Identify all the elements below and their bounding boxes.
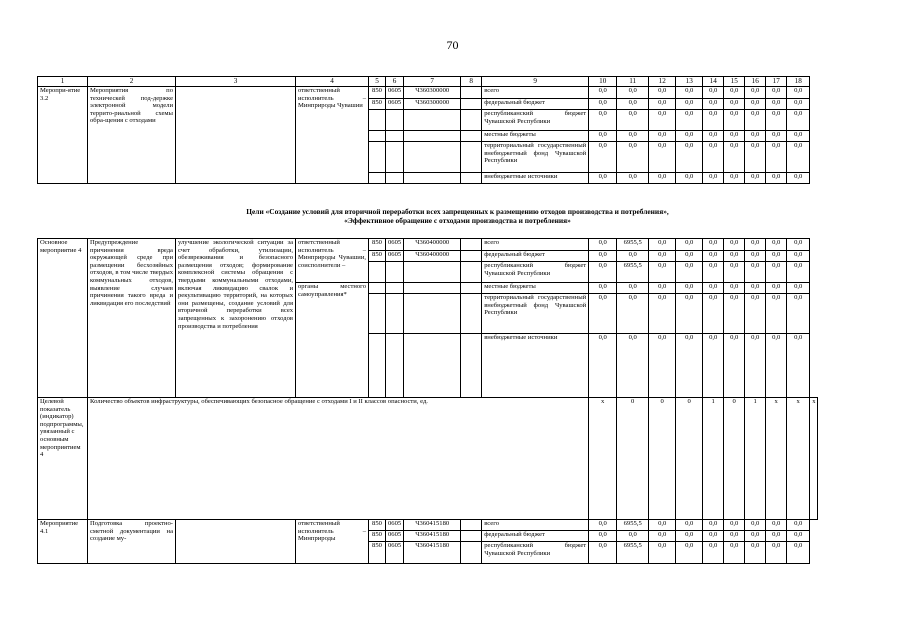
value-year-5: 0,0	[703, 251, 724, 262]
value-year-4: 0,0	[676, 251, 703, 262]
value-year-2: 0,0	[617, 531, 649, 542]
value-year-2: 6955,5	[617, 239, 649, 251]
value-year-3: 0,0	[649, 173, 676, 184]
column-number-1: 1	[38, 77, 88, 87]
value-year-9: 0,0	[787, 239, 810, 251]
value-year-5: 0,0	[703, 110, 724, 131]
value-year-5: 0,0	[703, 542, 724, 564]
value-year-3: 0,0	[649, 99, 676, 110]
value-year-8: 0,0	[766, 99, 787, 110]
section-code	[386, 142, 404, 173]
value-year-7: 0,0	[745, 87, 766, 99]
budget-table-bottom	[37, 238, 818, 564]
grbs-code: 850	[369, 87, 386, 99]
value-year-2: 0,0	[617, 251, 649, 262]
value-year-4: 0,0	[676, 87, 703, 99]
value-year-8: 0,0	[766, 110, 787, 131]
target-article-code: Ч360415180	[404, 520, 461, 531]
target-article-code: Ч360415180	[404, 542, 461, 564]
target-article-code	[404, 334, 461, 398]
expense-group-code	[461, 531, 482, 542]
value-year-7: 0,0	[745, 131, 766, 142]
column-number-row	[38, 77, 810, 87]
section-code: 0605	[386, 531, 404, 542]
expense-group-code	[461, 262, 482, 283]
value-year-3: 0,0	[649, 334, 676, 398]
value-year-4: 0,0	[676, 173, 703, 184]
funding-source: республиканский бюджет Чувашской Республики	[482, 542, 589, 564]
grbs-code	[369, 131, 386, 142]
value-year-2: 0,0	[617, 334, 649, 398]
funding-source: местные бюджеты	[482, 131, 589, 142]
value-year-5: 0,0	[703, 239, 724, 251]
funding-source: федеральный бюджет	[482, 251, 589, 262]
target-article-code: Ч360300000	[404, 99, 461, 110]
value-year-4: 0,0	[676, 520, 703, 531]
section-code	[386, 262, 404, 283]
funding-source: федеральный бюджет	[482, 99, 589, 110]
value-year-4: 0,0	[676, 542, 703, 564]
column-number-17: 17	[766, 77, 787, 87]
value-year-3: 0,0	[649, 110, 676, 131]
column-number-10: 10	[589, 77, 617, 87]
value-year-9: 0,0	[787, 87, 810, 99]
value-year-6: 0,0	[724, 531, 745, 542]
section-code	[386, 173, 404, 184]
value-year-6: 0,0	[724, 520, 745, 531]
value-year-5: 0,0	[703, 99, 724, 110]
column-number-3: 3	[176, 77, 296, 87]
value-year-1: 0,0	[589, 110, 617, 131]
value-year-3: 0,0	[649, 142, 676, 173]
value-year-6: 0,0	[724, 131, 745, 142]
value-year-6: 0,0	[724, 110, 745, 131]
expected-result	[176, 520, 296, 564]
measure-number: Меропри-ятие 3.2	[38, 87, 88, 184]
funding-source: республиканский бюджет Чувашской Республики	[482, 110, 589, 131]
value-year-8: 0,0	[766, 334, 787, 398]
value-year-3: 0,0	[649, 262, 676, 283]
indicator-value-9: х	[787, 398, 810, 520]
value-year-1: 0,0	[589, 334, 617, 398]
value-year-1: 0,0	[589, 520, 617, 531]
indicator-value-4: 0	[676, 398, 703, 520]
expense-group-code	[461, 334, 482, 398]
value-year-1: 0,0	[589, 87, 617, 99]
value-year-8: 0,0	[766, 173, 787, 184]
responsible-executor: ответственный исполнитель – Минприроды Чувашии	[296, 87, 369, 184]
measure-name: Мероприятия по техническей под-держке электронной модели террито-риальной схемы обра-щения с отходами	[88, 87, 176, 184]
value-year-4: 0,0	[676, 110, 703, 131]
value-year-6: 0,0	[724, 99, 745, 110]
value-year-8: 0,0	[766, 531, 787, 542]
funding-source: федеральный бюджет	[482, 531, 589, 542]
value-year-8: 0,0	[766, 294, 787, 334]
value-year-6: 0,0	[724, 87, 745, 99]
value-year-3: 0,0	[649, 294, 676, 334]
responsible-executor: ответственный исполнитель – Минприроды	[296, 520, 369, 564]
value-year-5: 0,0	[703, 131, 724, 142]
indicator-value-10: х	[810, 398, 818, 520]
value-year-4: 0,0	[676, 99, 703, 110]
section-code	[386, 110, 404, 131]
column-number-6: 6	[386, 77, 404, 87]
column-number-16: 16	[745, 77, 766, 87]
value-year-5: 0,0	[703, 262, 724, 283]
value-year-3: 0,0	[649, 87, 676, 99]
value-year-1: 0,0	[589, 283, 617, 294]
value-year-2: 0,0	[617, 283, 649, 294]
funding-source: внебюджетные источники	[482, 334, 589, 398]
value-year-9: 0,0	[787, 542, 810, 564]
column-number-13: 13	[676, 77, 703, 87]
expected-result	[176, 87, 296, 184]
value-year-9: 0,0	[787, 531, 810, 542]
value-year-5: 0,0	[703, 294, 724, 334]
expense-group-code	[461, 283, 482, 294]
section-code: 0605	[386, 542, 404, 564]
value-year-1: 0,0	[589, 262, 617, 283]
value-year-9: 0,0	[787, 520, 810, 531]
goal-heading	[37, 207, 878, 225]
table-row	[38, 239, 818, 251]
funding-source: местные бюджеты	[482, 283, 589, 294]
target-article-code	[404, 262, 461, 283]
value-year-3: 0,0	[649, 239, 676, 251]
grbs-code: 850	[369, 520, 386, 531]
value-year-2: 0,0	[617, 142, 649, 173]
value-year-1: 0,0	[589, 531, 617, 542]
value-year-9: 0,0	[787, 251, 810, 262]
value-year-1: 0,0	[589, 142, 617, 173]
value-year-8: 0,0	[766, 251, 787, 262]
value-year-4: 0,0	[676, 531, 703, 542]
indicator-value-2: 0	[617, 398, 649, 520]
value-year-9: 0,0	[787, 294, 810, 334]
value-year-3: 0,0	[649, 520, 676, 531]
table-row	[38, 520, 818, 531]
section-code	[386, 283, 404, 294]
value-year-9: 0,0	[787, 110, 810, 131]
section-code	[386, 334, 404, 398]
expense-group-code	[461, 87, 482, 99]
funding-source: всего	[482, 520, 589, 531]
indicator-value-1: х	[589, 398, 617, 520]
section-code	[386, 294, 404, 334]
target-article-code	[404, 283, 461, 294]
funding-source: всего	[482, 87, 589, 99]
grbs-code	[369, 262, 386, 283]
grbs-code: 850	[369, 239, 386, 251]
target-article-code	[404, 142, 461, 173]
value-year-9: 0,0	[787, 131, 810, 142]
value-year-1: 0,0	[589, 542, 617, 564]
value-year-4: 0,0	[676, 294, 703, 334]
indicator-row	[38, 398, 818, 520]
value-year-1: 0,0	[589, 239, 617, 251]
value-year-8: 0,0	[766, 542, 787, 564]
value-year-7: 0,0	[745, 173, 766, 184]
value-year-3: 0,0	[649, 283, 676, 294]
responsible-executor: ответственный исполнитель – Минприроды Чувашии, соисполнители –	[296, 239, 369, 283]
target-article-code	[404, 173, 461, 184]
grbs-code	[369, 110, 386, 131]
value-year-7: 0,0	[745, 283, 766, 294]
value-year-2: 6955,5	[617, 262, 649, 283]
value-year-1: 0,0	[589, 294, 617, 334]
measure-name: Подготовка проектно-сметной документации на создание му-	[88, 520, 176, 564]
column-number-5: 5	[369, 77, 386, 87]
value-year-7: 0,0	[745, 520, 766, 531]
column-number-18: 18	[787, 77, 810, 87]
value-year-2: 0,0	[617, 87, 649, 99]
value-year-6: 0,0	[724, 542, 745, 564]
section-code: 0605	[386, 520, 404, 531]
value-year-6: 0,0	[724, 294, 745, 334]
page-number: 70	[446, 38, 459, 52]
indicator-value-8: х	[766, 398, 787, 520]
expense-group-code	[461, 110, 482, 131]
value-year-9: 0,0	[787, 283, 810, 294]
value-year-3: 0,0	[649, 251, 676, 262]
value-year-3: 0,0	[649, 542, 676, 564]
funding-source: всего	[482, 239, 589, 251]
expense-group-code	[461, 131, 482, 142]
value-year-2: 0,0	[617, 294, 649, 334]
column-number-7: 7	[404, 77, 461, 87]
section-code: 0605	[386, 239, 404, 251]
value-year-5: 0,0	[703, 283, 724, 294]
value-year-8: 0,0	[766, 239, 787, 251]
value-year-2: 0,0	[617, 131, 649, 142]
column-number-14: 14	[703, 77, 724, 87]
value-year-5: 0,0	[703, 142, 724, 173]
value-year-7: 0,0	[745, 294, 766, 334]
indicator-value-5: 1	[703, 398, 724, 520]
value-year-5: 0,0	[703, 334, 724, 398]
column-number-2: 2	[88, 77, 176, 87]
column-number-11: 11	[617, 77, 649, 87]
value-year-2: 6955,5	[617, 520, 649, 531]
budget-table-top	[37, 76, 810, 184]
grbs-code	[369, 294, 386, 334]
value-year-2: 0,0	[617, 110, 649, 131]
target-article-code	[404, 131, 461, 142]
value-year-9: 0,0	[787, 142, 810, 173]
section-code: 0605	[386, 251, 404, 262]
grbs-code	[369, 173, 386, 184]
goal-heading-line-1: Цели «Создание условий для вторичной переработки всех запрещенных к размещению отходов производства и потребления»,	[246, 207, 669, 216]
value-year-8: 0,0	[766, 283, 787, 294]
expense-group-code	[461, 251, 482, 262]
target-article-code: Ч360300000	[404, 87, 461, 99]
value-year-8: 0,0	[766, 131, 787, 142]
value-year-6: 0,0	[724, 173, 745, 184]
value-year-7: 0,0	[745, 239, 766, 251]
expense-group-code	[461, 542, 482, 564]
value-year-5: 0,0	[703, 520, 724, 531]
value-year-8: 0,0	[766, 87, 787, 99]
value-year-6: 0,0	[724, 283, 745, 294]
value-year-3: 0,0	[649, 531, 676, 542]
grbs-code	[369, 142, 386, 173]
column-number-9: 9	[482, 77, 589, 87]
value-year-4: 0,0	[676, 239, 703, 251]
expense-group-code	[461, 239, 482, 251]
value-year-6: 0,0	[724, 251, 745, 262]
value-year-5: 0,0	[703, 87, 724, 99]
section-code: 0605	[386, 99, 404, 110]
funding-source: внебюджетные источники	[482, 173, 589, 184]
measure-number: Мероприятие 4.1	[38, 520, 88, 564]
value-year-7: 0,0	[745, 110, 766, 131]
target-article-code: Ч360400000	[404, 251, 461, 262]
column-number-8: 8	[461, 77, 482, 87]
expense-group-code	[461, 294, 482, 334]
indicator-label: Целевой показатель (индикатор) подпрограммы, увязанный с основным мероприятием 4	[38, 398, 88, 520]
value-year-9: 0,0	[787, 334, 810, 398]
value-year-7: 0,0	[745, 542, 766, 564]
table-row	[38, 87, 810, 99]
expected-result: улучшение экологической ситуации за счет обработки, утилизации, обезвреживания и безопасного размещения отходов; формирование комплексной системы обращения с твердыми коммунальными отходами, включая ликвидацию свалок и рекультивацию территорий, на которых они размещены, создание условий для вторичной переработки всех запрещенных к захоронению отходов производства и потребления	[176, 239, 296, 398]
value-year-4: 0,0	[676, 334, 703, 398]
value-year-2: 0,0	[617, 173, 649, 184]
value-year-8: 0,0	[766, 262, 787, 283]
value-year-2: 6955,5	[617, 542, 649, 564]
value-year-1: 0,0	[589, 131, 617, 142]
target-article-code	[404, 294, 461, 334]
value-year-6: 0,0	[724, 239, 745, 251]
value-year-1: 0,0	[589, 251, 617, 262]
grbs-code: 850	[369, 99, 386, 110]
funding-source: территориальный государственный внебюджетный фонд Чувашской Республики	[482, 294, 589, 334]
grbs-code: 850	[369, 542, 386, 564]
grbs-code	[369, 283, 386, 294]
value-year-9: 0,0	[787, 262, 810, 283]
column-number-12: 12	[649, 77, 676, 87]
value-year-6: 0,0	[724, 142, 745, 173]
value-year-3: 0,0	[649, 131, 676, 142]
indicator-name: Количество объектов инфраструктуры, обеспечивающих безопасное обращение с отходами I и II классов опасности, ед.	[88, 398, 589, 520]
value-year-1: 0,0	[589, 99, 617, 110]
measure-number: Основное мероприятие 4	[38, 239, 88, 398]
value-year-8: 0,0	[766, 520, 787, 531]
value-year-4: 0,0	[676, 262, 703, 283]
section-code	[386, 131, 404, 142]
value-year-8: 0,0	[766, 142, 787, 173]
expense-group-code	[461, 173, 482, 184]
section-code: 0605	[386, 87, 404, 99]
value-year-9: 0,0	[787, 173, 810, 184]
grbs-code: 850	[369, 531, 386, 542]
grbs-code	[369, 334, 386, 398]
value-year-7: 0,0	[745, 262, 766, 283]
indicator-value-3: 0	[649, 398, 676, 520]
co-executor: органы местного самоуправления*	[296, 283, 369, 398]
expense-group-code	[461, 520, 482, 531]
value-year-6: 0,0	[724, 262, 745, 283]
value-year-4: 0,0	[676, 131, 703, 142]
funding-source: республиканский бюджет Чувашской Республики	[482, 262, 589, 283]
value-year-6: 0,0	[724, 334, 745, 398]
measure-name: Предупреждение причинения вреда окружающей среде при размещении бесхозяйных отходов, в том числе твердых коммунальных отходов, выявление случаев причинения такого вреда и ликвидация его последствий	[88, 239, 176, 398]
target-article-code: Ч360415180	[404, 531, 461, 542]
value-year-7: 0,0	[745, 531, 766, 542]
value-year-5: 0,0	[703, 531, 724, 542]
expense-group-code	[461, 99, 482, 110]
goal-heading-line-2: «Эффективное обращение с отходами производства и потребления»	[344, 216, 571, 225]
expense-group-code	[461, 142, 482, 173]
target-article-code: Ч360400000	[404, 239, 461, 251]
column-number-15: 15	[724, 77, 745, 87]
indicator-value-7: 1	[745, 398, 766, 520]
value-year-4: 0,0	[676, 142, 703, 173]
value-year-7: 0,0	[745, 251, 766, 262]
value-year-5: 0,0	[703, 173, 724, 184]
target-article-code	[404, 110, 461, 131]
value-year-1: 0,0	[589, 173, 617, 184]
funding-source: территориальный государственный внебюджетный фонд Чувашской Республики	[482, 142, 589, 173]
grbs-code: 850	[369, 251, 386, 262]
value-year-4: 0,0	[676, 283, 703, 294]
value-year-7: 0,0	[745, 334, 766, 398]
value-year-7: 0,0	[745, 142, 766, 173]
value-year-7: 0,0	[745, 99, 766, 110]
value-year-9: 0,0	[787, 99, 810, 110]
column-number-4: 4	[296, 77, 369, 87]
value-year-2: 0,0	[617, 99, 649, 110]
indicator-value-6: 0	[724, 398, 745, 520]
